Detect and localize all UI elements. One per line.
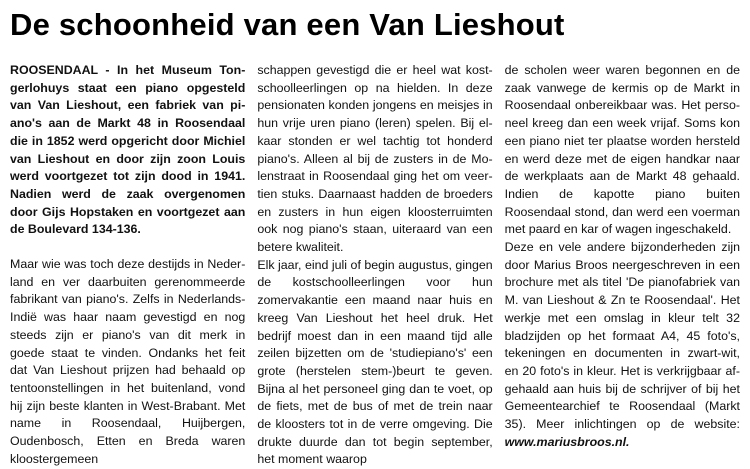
body-paragraph: de scholen weer waren begonnen en de zaak vanwege de kermis op de Markt in Roosendaal onbereikbaar was. Het personeel kreeg dan een week vrijaf. Soms kon een piano niet ter plaatse worden hersteld en werd deze met de eigen handkar naar de werkplaats aan de Markt 48 gehaald. Indien de kapotte piano buiten Roosendaal stond, dan werd een voerman met paard en kar of wagen ingeschakeld.: [504, 63, 740, 237]
paragraph-spacer: [10, 239, 245, 256]
brochure-paragraph-text: Deze en vele andere bijzonderheden zijn door Marius Broos neergeschreven in een brochure met als titel 'De pianofabriek van M. van Lieshout & Zn te Roosendaal'. Het werkje met een omslag in kleur telt 32 bladzijden op het formaat A4, 45 foto's, tekeningen en documenten in zwart-wit, en 20 foto's in kleur. Het is verkrijgbaar afgehaald aan huis bij de schrijver of bij het Gemeentearchief te Roosendaal (Markt 35). Meer inlichtingen op de website:: [504, 240, 740, 432]
body-paragraph: Maar wie was toch deze destijds in Nederland en ver daarbuiten gerenommeerde fabrikant van piano's. Zelfs in Nederlands-Indië was haar naam gevestigd en nog steeds zijn er piano's van dit merk in goede staat te vinden. Ondanks het feit dat Van Lieshout prijzen had behaald op tentoonstellingen in het buitenland, vond hij zijn beste klanten in West-Brabant. Met name in Roosendaal, Huijbergen, Oudenbosch, Etten en Breda waren kloostergemeen: [10, 257, 246, 466]
website-link[interactable]: www.mariusbroos.nl.: [504, 434, 630, 449]
column-1: [10, 62, 245, 469]
article-headline: De schoonheid van een Van Lieshout: [10, 7, 565, 42]
body-paragraph: schappen gevestigd die er heel wat kostschoolleerlingen op na hielden. In deze pensionaten konden jongens en meisjes in hun vrije uren piano (leren) spelen. Bij elkaar stonden er wel tachtig tot honderd piano's. Alleen al bij de zusters in de Molenstraat in Roosendaal ging het om veertien stuks. Daarnaast hadden de broeders en zusters in hun eigen kloosterruimten ook nog piano's staan, uiteraard van een betere kwaliteit.: [257, 63, 493, 255]
article-body: [10, 62, 740, 469]
article-lead: ROOSENDAAL - In het Museum Tongerlohuys staat een piano opgesteld van Van Lieshout, een fabriek van piano's aan de Markt 48 in Roosendaal die in 1852 werd opgericht door Michiel van Lieshout en door zijn zoon Louis werd voortgezet tot zijn dood in 1941. Nadien werd de zaak overgenomen door Gijs Hopstaken en voortgezet aan de Boulevard 134-136.: [10, 63, 246, 237]
body-paragraph: [505, 239, 740, 451]
body-paragraph: Elk jaar, eind juli of begin augustus, gingen de kostschoolleerlingen voor hun zomervаkantie een maand naar huis en kreeg Van Lieshout het heel druk. Het bedrijf moest dan in een maand tijd alle zeilen bijzetten om de 'studiepiano's' een grote (herstelen stem-)beurt te geven. Bijna al het personeel ging dan te voet, op de fiets, met de bus of met de trein naar de kloosters tot in de verre omgeving. Die drukte duurde dan tot begin september, het moment waarop: [257, 257, 493, 467]
column-2: [257, 62, 492, 469]
column-3: [505, 62, 740, 469]
